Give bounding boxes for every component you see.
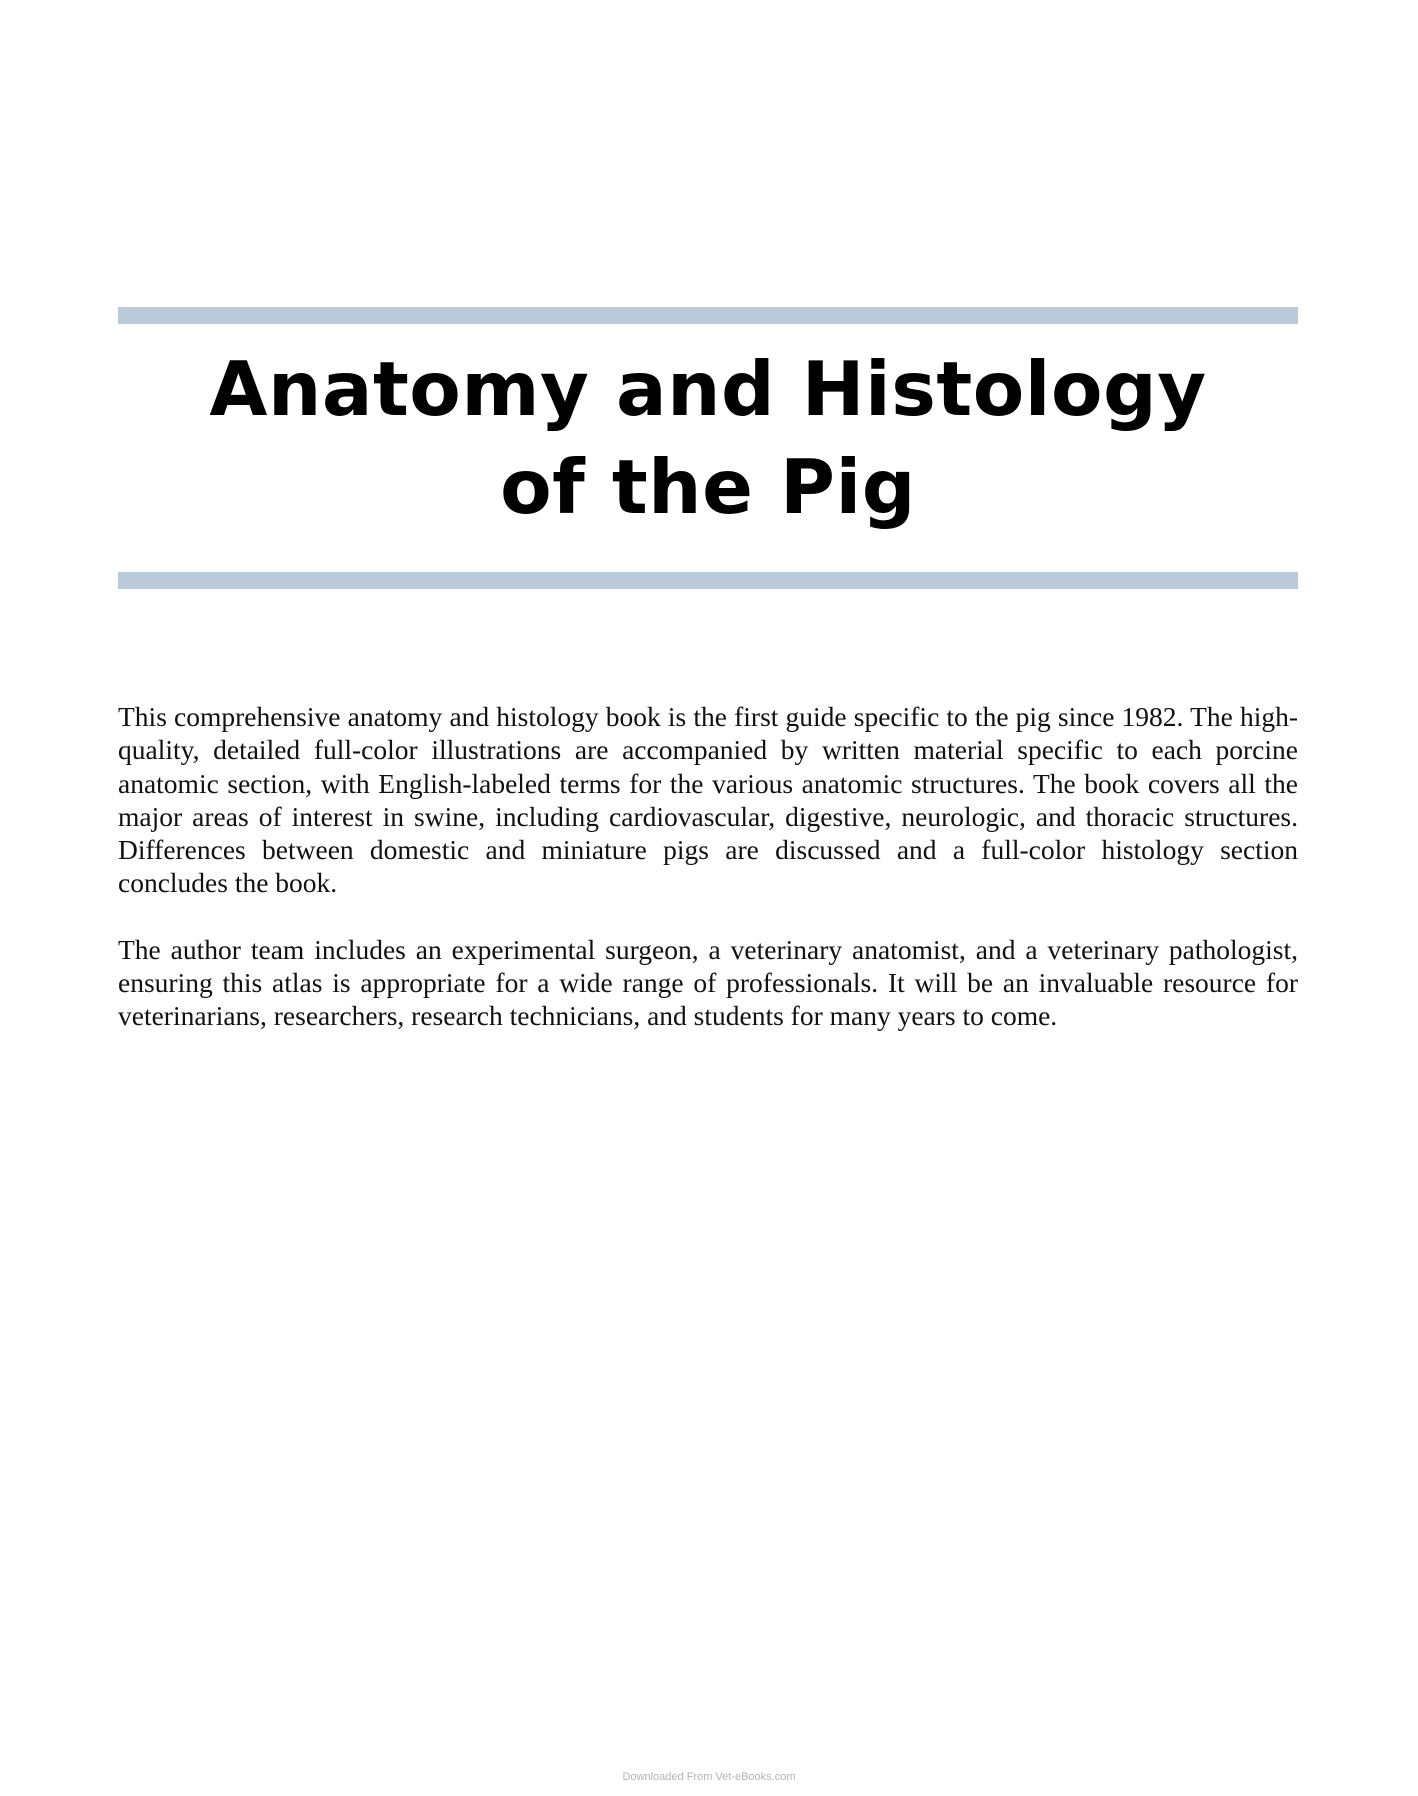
book-title-line-2: of the Pig <box>500 443 916 531</box>
bottom-rule <box>118 572 1298 589</box>
book-title <box>118 340 1298 536</box>
description-paragraph-1: This comprehensive anatomy and histology book is the first guide specific to the pig since 1982. The high-quality, detailed full-color illustrations are accompanied by written material specific to each porcine anatomic section, with English-labeled terms for the various anatomic structures. The book covers all the major areas of interest in swine, including cardiovascular, digestive, neurologic, and thoracic structures. Differences between domestic and miniature pigs are discussed and a full-color histology section concludes the book. <box>118 701 1298 899</box>
download-watermark: Downloaded From Vet-eBooks.com <box>622 1771 796 1783</box>
description-paragraph-2: The author team includes an experimental surgeon, a veterinary anatomist, and a veterinary pathologist, ensuring this atlas is appropriate for a wide range of professionals. It will be an invaluable resource for veterinarians, researchers, research technicians, and students for many years to come. <box>118 933 1298 1032</box>
book-title-line-1: Anatomy and Histology <box>209 345 1207 433</box>
book-description <box>118 700 1298 1066</box>
top-rule <box>118 307 1298 324</box>
